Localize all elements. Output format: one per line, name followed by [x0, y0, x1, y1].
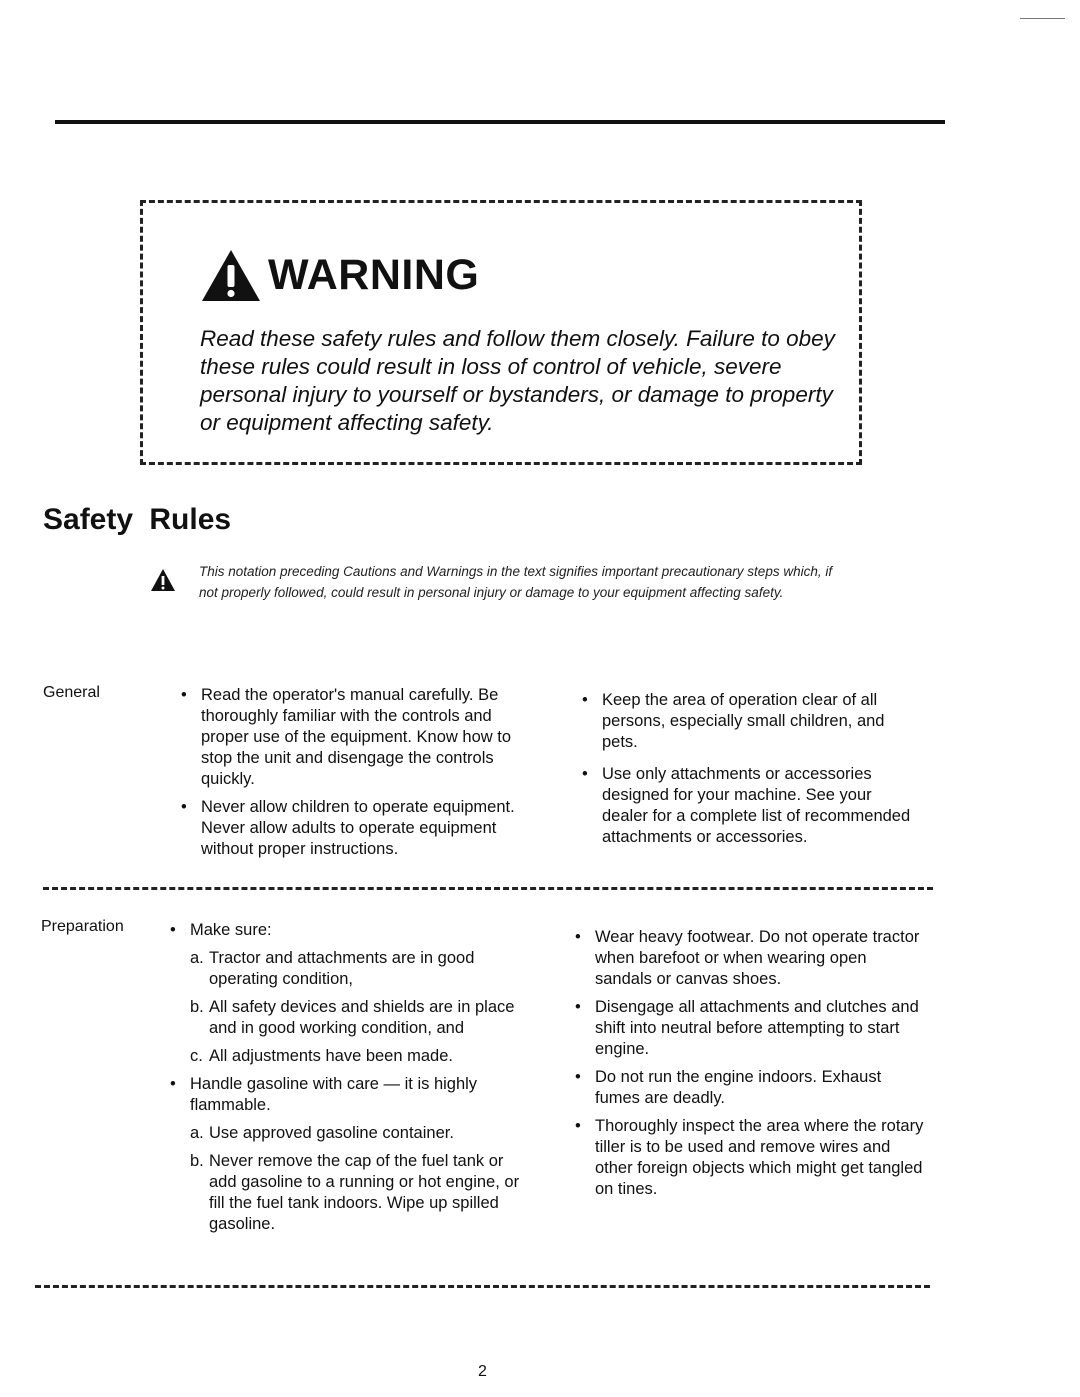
page-number: 2 [478, 1363, 487, 1380]
list-item: • Thoroughly inspect the area where the rotary tiller is to be used and remove wires and other foreign objects which might get tangled on tines. [570, 1116, 925, 1200]
warning-header [200, 245, 479, 305]
sub-item [165, 1123, 525, 1144]
sub-item-label: b. [190, 1152, 204, 1170]
sub-item-text: Use approved gasoline container. [209, 1124, 454, 1142]
sub-item [165, 948, 525, 990]
sub-item-text: All safety devices and shields are in place and in good working condition, and [209, 998, 515, 1037]
list-item: • Make sure: [165, 920, 525, 941]
list-item: • Disengage all attachments and clutches and shift into neutral before attempting to start engine. [570, 997, 925, 1060]
general-right-column [577, 690, 922, 855]
sub-item-label: b. [190, 998, 204, 1016]
warning-text: Read these safety rules and follow them closely. Failure to obey these rules could result in loss of control of vehicle, severe personal injury to yourself or bystanders, or damage to property or equipment affecting safety. [200, 326, 835, 435]
preparation-label: Preparation [41, 918, 124, 935]
warning-triangle-icon [200, 248, 262, 303]
preparation-left-column [165, 920, 525, 1242]
sub-item-label: a. [190, 949, 204, 967]
preparation-right-column [570, 927, 925, 1207]
sub-item-text: All adjustments have been made. [209, 1047, 453, 1065]
warning-title: WARNING [268, 250, 480, 299]
list-item: • Do not run the engine indoors. Exhaust fumes are deadly. [570, 1067, 925, 1109]
safety-alert-icon [150, 568, 176, 592]
list-item: • Keep the area of operation clear of all persons, especially small children, and pets. [577, 690, 922, 753]
general-left-column [176, 685, 531, 867]
sub-item-text: Never remove the cap of the fuel tank or add gasoline to a running or hot engine, or fill the fuel tank indoors. Wipe up spilled gasoline. [209, 1152, 520, 1233]
list-item: • Read the operator's manual carefully. Be thoroughly familiar with the controls and proper use of the equipment. Know how to stop the unit and disengage the controls quickly. [176, 685, 531, 790]
sub-item-label: c. [190, 1047, 203, 1065]
sub-item-label: a. [190, 1124, 204, 1142]
section-divider [35, 1285, 930, 1288]
sub-item [165, 997, 525, 1039]
list-item: • Never allow children to operate equipment. Never allow adults to operate equipment without proper instructions. [176, 797, 531, 860]
header-rule [55, 120, 945, 124]
list-item: • Use only attachments or accessories designed for your machine. See your dealer for a complete list of recommended attachments or accessories. [577, 764, 922, 848]
general-label: General [43, 684, 100, 701]
notation-text: This notation preceding Cautions and Warnings in the text signifies important precautionary steps which, if not properly followed, could result in personal injury or damage to your equipment affecting safety. [199, 564, 833, 600]
sub-item [165, 1151, 525, 1235]
section-title: Safety Rules [43, 503, 232, 536]
section-divider [43, 887, 933, 890]
sub-item [165, 1046, 525, 1067]
sub-item-text: Tractor and attachments are in good operating condition, [209, 949, 475, 988]
list-item: • Wear heavy footwear. Do not operate tractor when barefoot or when wearing open sandals or canvas shoes. [570, 927, 925, 990]
list-item: • Handle gasoline with care — it is highly flammable. [165, 1074, 525, 1116]
corner-rule [1020, 18, 1065, 19]
